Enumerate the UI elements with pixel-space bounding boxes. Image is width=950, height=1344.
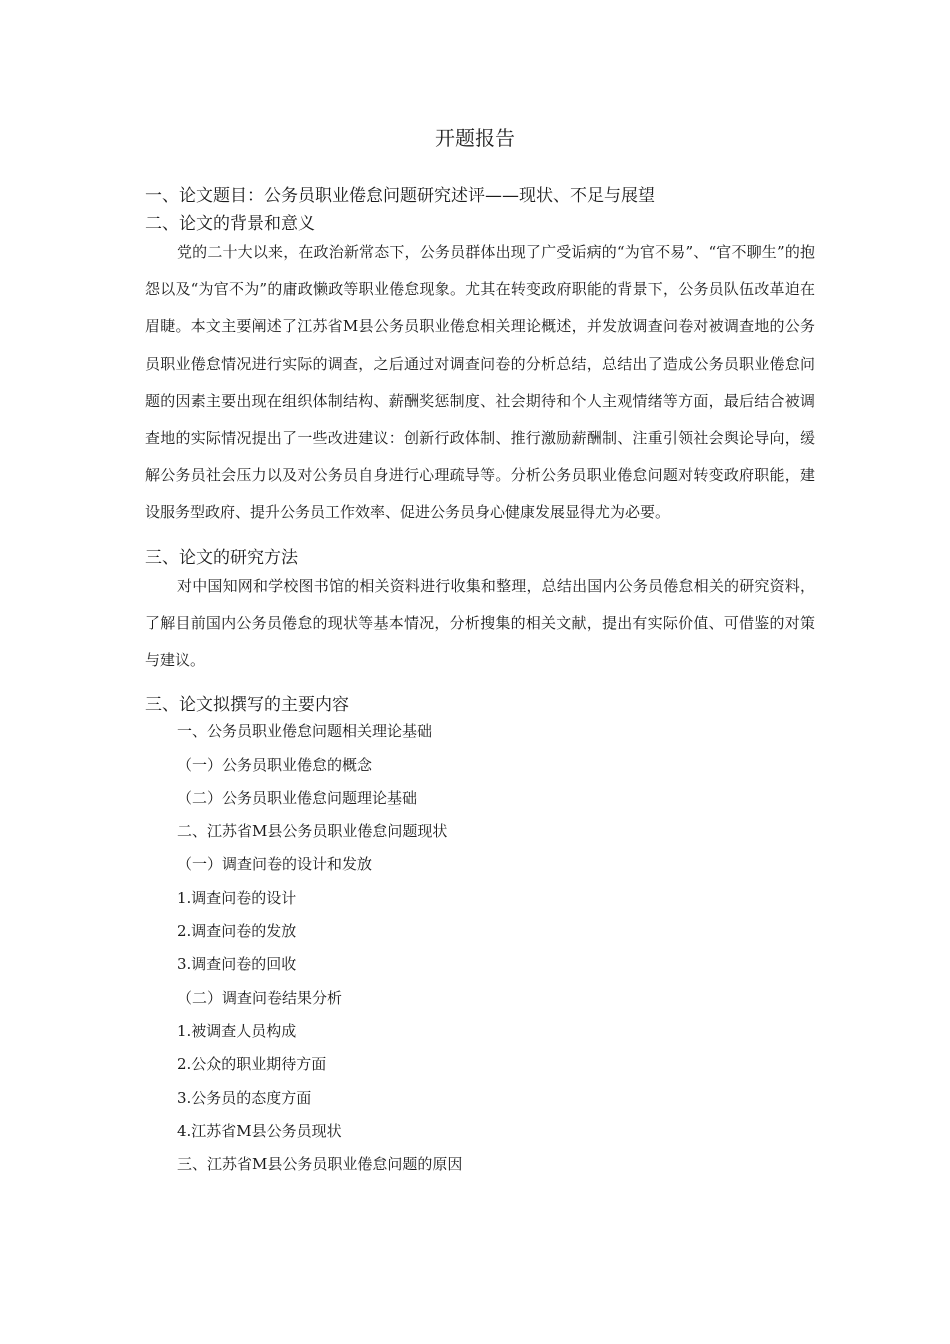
section-heading-thesis-title: 一、论文题目：公务员职业倦怠问题研究述评——现状、不足与展望 [145,186,655,206]
outline-item: 三、江苏省M县公务员职业倦怠问题的原因 [177,1155,463,1174]
outline-list [145,715,815,1181]
background-paragraph: 党的二十大以来，在政治新常态下，公务员群体出现了广受诟病的“为官不易”、“官不聊生”的抱怨以及“为官不为”的庸政懒政等职业倦怠现象。尤其在转变政府职能的背景下，公务员队伍改革迫在眉睫。本文主要阐述了江苏省M县公务员职业倦怠相关理论概述，并发放调查问卷对被调查地的公务员职业倦怠情况进行实际的调查，之后通过对调查问卷的分析总结，总结出了造成公务员职业倦怠问题的因素主要出现在组织体制结构、薪酬奖惩制度、社会期待和个人主观情绪等方面，最后结合被调查地的实际情况提出了一些改进建议：创新行政体制、推行激励薪酬制、注重引领社会舆论导向，缓解公务员社会压力以及对公务员自身进行心理疏导等。分析公务员职业倦怠问题对转变政府职能，建设服务型政府、提升公务员工作效率、促进公务员身心健康发展显得尤为必要。 [145,243,815,522]
outline-item: （一）调查问卷的设计和发放 [177,855,373,874]
method-paragraph: 对中国知网和学校图书馆的相关资料进行收集和整理，总结出国内公务员倦怠相关的研究资料，了解目前国内公务员倦怠的现状等基本情况，分析搜集的相关文献，提出有实际价值、可借鉴的对策与建议。 [145,576,815,670]
outline-item: （二）公务员职业倦怠问题理论基础 [177,788,418,807]
outline-item: 3.公务员的态度方面 [177,1088,312,1107]
document-title: 开题报告 [435,126,515,150]
section-heading-method: 三、论文的研究方法 [145,547,298,568]
outline-item: 3.调查问卷的回收 [177,955,297,974]
outline-item: 一、公务员职业倦怠问题相关理论基础 [177,722,433,741]
outline-item: 1.被调查人员构成 [177,1021,297,1040]
section-heading-background: 二、论文的背景和意义 [145,214,315,234]
outline-item: 1.调查问卷的设计 [177,888,297,907]
outline-item: 2.公众的职业期待方面 [177,1055,327,1074]
section-heading-main-content: 三、论文拟撰写的主要内容 [145,695,349,716]
outline-item: （二）调查问卷结果分析 [177,988,343,1007]
outline-item: 2.调查问卷的发放 [177,922,297,941]
outline-item: 二、江苏省M县公务员职业倦怠问题现状 [177,822,448,841]
document-body [145,182,815,1181]
outline-item: （一）公务员职业倦怠的概念 [177,755,373,774]
outline-item: 4.江苏省M县公务员现状 [177,1121,342,1140]
